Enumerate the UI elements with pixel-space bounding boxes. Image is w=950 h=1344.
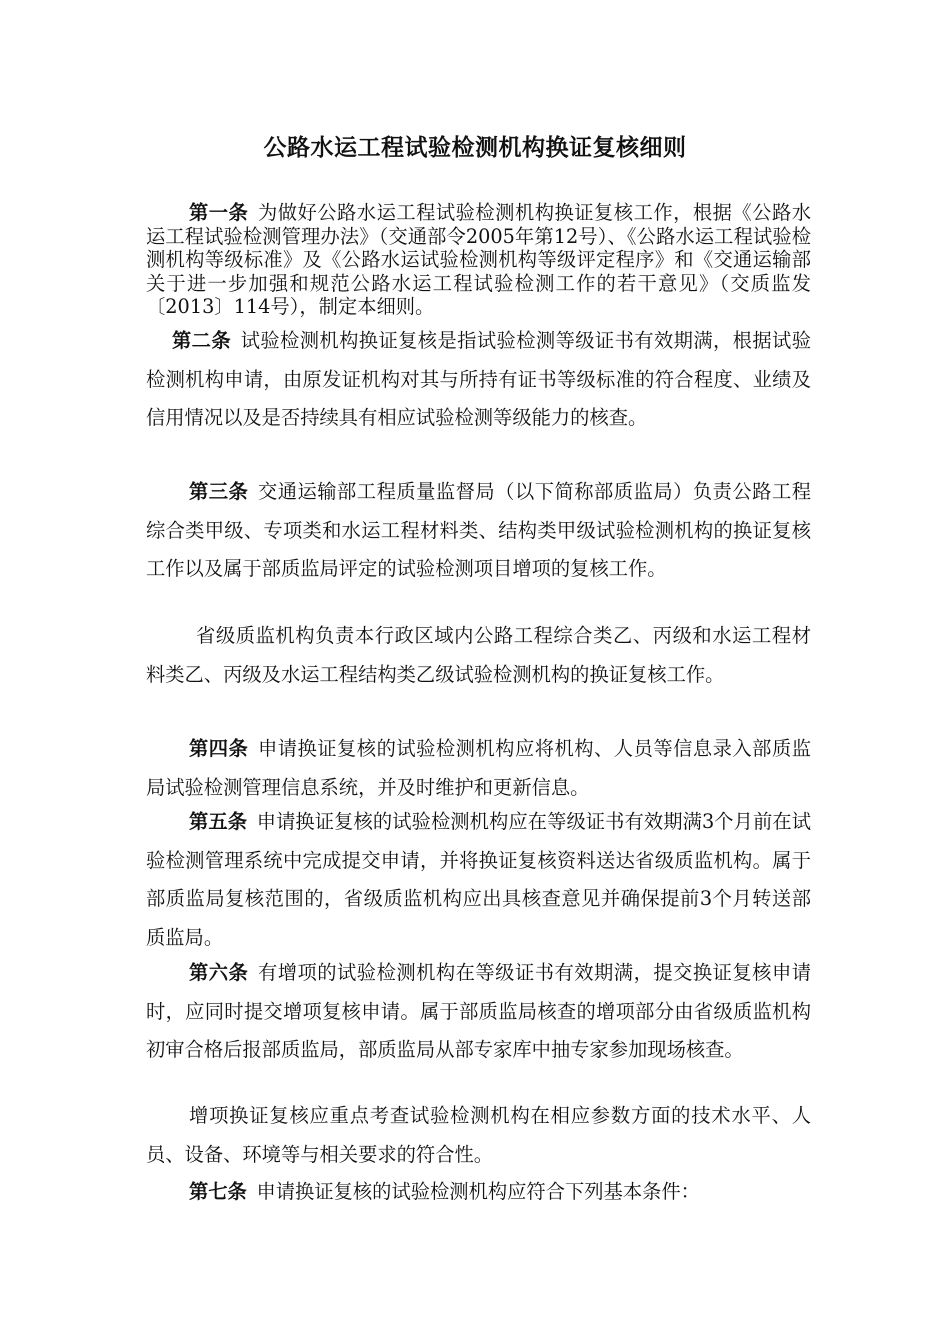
paragraph-text: 增项换证复核应重点考查试验检测机构在相应参数方面的技术水平、人员、设备、环境等与相关要求的符合性。 <box>146 1104 811 1166</box>
article-heading: 第六条 <box>189 961 249 984</box>
document-title: 公路水运工程试验检测机构换证复核细则 <box>263 135 687 161</box>
article-text: 申请换证复核的试验检测机构应符合下列基本条件： <box>256 1180 700 1203</box>
article-5 <box>146 803 811 957</box>
article-heading: 第七条 <box>189 1180 247 1203</box>
article-heading: 第一条 <box>189 201 249 224</box>
article-heading: 第二条 <box>172 329 232 352</box>
article-text: 申请换证复核的试验检测机构应将机构、人员等信息录入部质监局试验检测管理信息系统，并及时维护和更新信息。 <box>146 737 812 799</box>
article-heading: 第四条 <box>189 737 249 760</box>
article-text: 有增项的试验检测机构在等级证书有效期满，提交换证复核申请时，应同时提交增项复核申请。属于部质监局核查的增项部分由省级质监机构初审合格后报部质监局，部质监局从部专家库中抽专家参加现场核查。 <box>146 961 812 1062</box>
article-6-paragraph-2 <box>146 1097 811 1174</box>
article-text: 试验检测机构换证复核是指试验检测等级证书有效期满，根据试验检测机构申请，由原发证机构对其与所持有证书等级标准的符合程度、业绩及信用情况以及是否持续具有相应试验检测等级能力的核查。 <box>146 329 812 430</box>
article-text: 申请换证复核的试验检测机构应在等级证书有效期满3个月前在试验检测管理系统中完成提交申请，并将换证复核资料送达省级质监机构。属于部质监局复核范围的，省级质监机构应出具核查意见并确保提前3个月转送部质监局。 <box>146 810 812 949</box>
article-4 <box>146 730 811 807</box>
article-1 <box>146 201 811 319</box>
article-6 <box>146 954 811 1070</box>
article-text: 为做好公路水运工程试验检测机构换证复核工作，根据《公路水运工程试验检测管理办法》（交通部令2005年第12号）、《公路水运工程试验检测机构等级标准》及《公路水运试验检测机构等级评定程序》和《交通运输部关于进一步加强和规范公路水运工程试验检测工作的若干意见》（交质监发〔2013〕114号），制定本细则。 <box>146 201 812 318</box>
article-3-paragraph-2 <box>146 617 811 694</box>
article-3 <box>146 473 811 589</box>
article-2 <box>146 322 811 438</box>
article-heading: 第三条 <box>189 480 249 503</box>
article-heading: 第五条 <box>189 810 248 833</box>
article-7 <box>146 1173 811 1212</box>
article-text: 交通运输部工程质量监督局（以下简称部质监局）负责公路工程综合类甲级、专项类和水运工程材料类、结构类甲级试验检测机构的换证复核工作以及属于部质监局评定的试验检测项目增项的复核工作。 <box>146 480 812 581</box>
paragraph-text: 省级质监机构负责本行政区域内公路工程综合类乙、丙级和水运工程材料类乙、丙级及水运工程结构类乙级试验检测机构的换证复核工作。 <box>146 624 811 686</box>
